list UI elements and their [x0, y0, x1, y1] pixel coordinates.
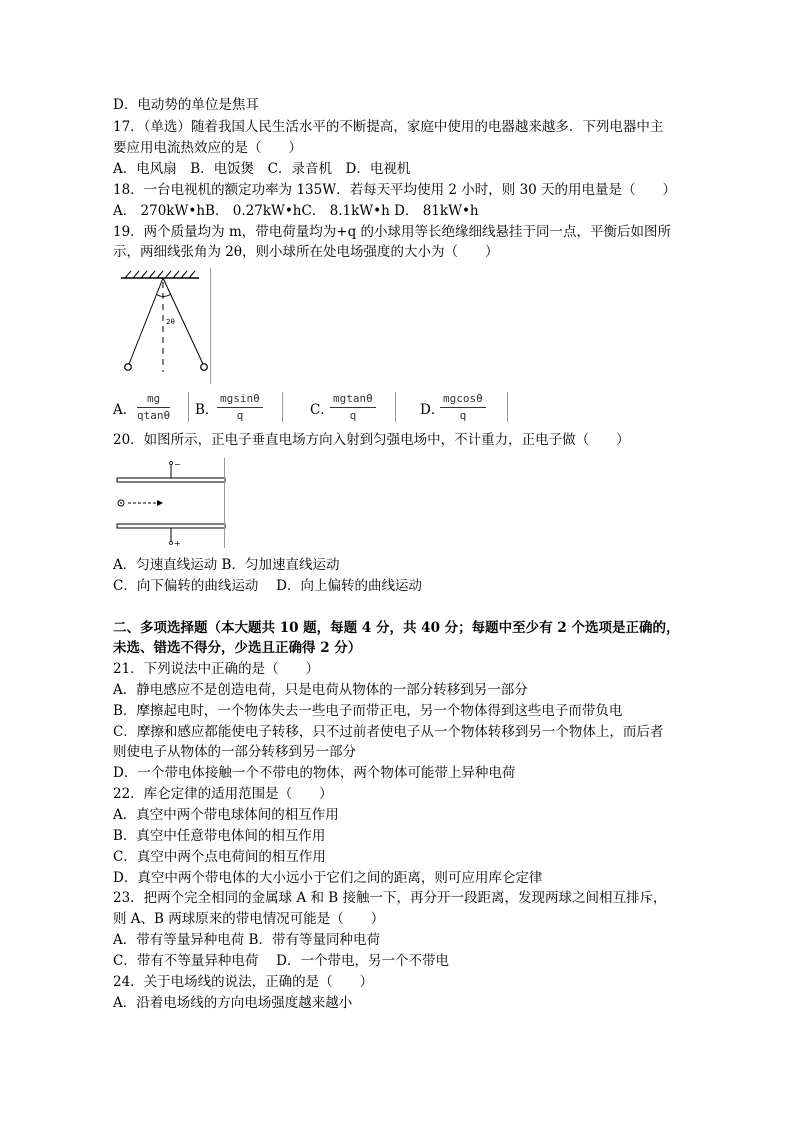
q21-option-c-line2: 则使电子从物体的一部分转移到另一部分	[113, 744, 356, 760]
q20-stem: 20．如图所示，正电子垂直电场方向入射到匀强电场中，不计重力，正电子做（ ）	[113, 432, 630, 448]
q21-option-c-line1: C．摩擦和感应都能使电子转移，只不过前者使电子从一个物体转移到另一个物体上，而后者	[113, 724, 664, 740]
q19-option-a-border	[188, 392, 189, 422]
q19-option-a-label: A．	[113, 402, 137, 418]
q19-stem-line2: 示，两细线张角为 2θ，则小球所在处电场强度的大小为（ ）	[113, 244, 499, 260]
figure20-frame-border	[224, 458, 225, 548]
q19-option-b-label: B．	[195, 402, 219, 418]
q22-option-a: A．真空中两个带电球体间的相互作用	[113, 807, 339, 823]
section2-heading-line2: 未选、错选不得分，少选且正确得 2 分）	[113, 640, 362, 656]
bottom-plate-sign: +	[174, 539, 181, 548]
q22-stem: 22．库仑定律的适用范围是（ ）	[113, 786, 333, 802]
bottom-plate	[117, 524, 225, 528]
q19-option-b-denominator: q	[236, 409, 244, 422]
q19-option-c-label: C．	[310, 402, 334, 418]
q23-options-cd: C．带有不等量异种电荷 D．一个带电，另一个不带电	[113, 953, 449, 969]
q22-option-c: C．真空中两个点电荷间的相互作用	[113, 849, 326, 865]
q19-option-d-border	[507, 392, 508, 422]
top-plate-sign: −	[174, 460, 181, 469]
left-ball	[125, 364, 132, 371]
q22-option-b: B．真空中任意带电体间的相互作用	[113, 828, 326, 844]
q21-stem: 21．下列说法中正确的是（ ）	[113, 661, 320, 677]
q19-option-a-denominator: qtanθ	[137, 409, 171, 422]
q18-options: A． 270kW•hB． 0.27kW•hC． 8.1kW•h D． 81kW•h	[113, 203, 479, 219]
q21-option-b: B．摩擦起电时，一个物体失去一些电子而带正电，另一个物体得到这些电子而带负电	[113, 703, 623, 719]
q20-plates-figure	[113, 458, 229, 548]
q23-stem-line1: 23．把两个完全相同的金属球 A 和 B 接触一下，再分开一段距离，发现两球之间相互排斥，	[113, 890, 667, 906]
q19-option-c-fraction	[330, 392, 376, 423]
figure19-frame-border	[210, 268, 211, 384]
q21-option-d: D．一个带电体接触一个不带电的物体，两个物体可能带上异种电荷	[113, 765, 516, 781]
q19-option-d-label: D．	[420, 402, 445, 418]
top-plate	[117, 478, 225, 482]
q21-option-a: A．静电感应不是创造电荷，只是电荷从物体的一部分转移到另一部分	[113, 682, 528, 698]
right-ball	[201, 364, 208, 371]
q19-option-a-fraction	[137, 392, 170, 423]
q19-stem-line1: 19．两个质量均为 m，带电荷量均为+q 的小球用等长绝缘细线悬挂于同一点，平衡后如图所	[113, 224, 672, 240]
q19-option-b-fraction	[217, 392, 263, 423]
q18-stem: 18．一台电视机的额定功率为 135W．若每天平均使用 2 小时，则 30 天的用电量是（ ）	[113, 182, 677, 198]
q19-option-c-numerator: mgtanθ	[330, 392, 376, 408]
q19-option-a-numerator: mg	[137, 392, 170, 408]
q19-option-d-fraction	[440, 392, 486, 423]
q20-options-cd: C．向下偏转的曲线运动 D．向上偏转的曲线运动	[113, 578, 422, 594]
q20-options-ab: A．匀速直线运动 B．匀加速直线运动	[113, 557, 340, 573]
q23-options-ab: A．带有等量异种电荷 B．带有等量同种电荷	[113, 932, 380, 948]
q17-options: A．电风扇 B．电饭煲 C．录音机 D．电视机	[113, 161, 411, 177]
q24-stem: 24．关于电场线的说法，正确的是（ ）	[113, 974, 374, 990]
section2-heading-line1: 二、多项选择题（本大题共 10 题，每题 4 分，共 40 分；每题中至少有 2 个选项是正确的，	[113, 620, 680, 636]
q19-option-c-denominator: q	[349, 409, 357, 422]
q19-option-d-numerator: mgcosθ	[440, 392, 486, 408]
q17-stem-line1: 17．（单选）随着我国人民生活水平的不断提高，家庭中使用的电器越来越多．下列电器中主	[113, 119, 664, 135]
q17-stem-line2: 要应用电流热效应的是（ ）	[113, 140, 302, 156]
q19-option-c-border	[395, 392, 396, 422]
q19-option-d-denominator: q	[459, 409, 467, 422]
q19-option-b-numerator: mgsinθ	[217, 392, 263, 408]
q22-option-d: D．真空中两个带电体的大小远小于它们之间的距离，则可应用库仑定律	[113, 870, 543, 886]
q16-option-d: D．电动势的单位是焦耳	[113, 97, 259, 113]
q19-option-b-border	[282, 392, 283, 422]
q24-option-a: A．沿着电场线的方向电场强度越来越小	[113, 995, 353, 1011]
q23-stem-line2: 则 A、B 两球原来的带电情况可能是（ ）	[113, 911, 385, 927]
angle-label: 2θ	[166, 318, 175, 326]
q19-pendulum-figure	[113, 268, 215, 384]
